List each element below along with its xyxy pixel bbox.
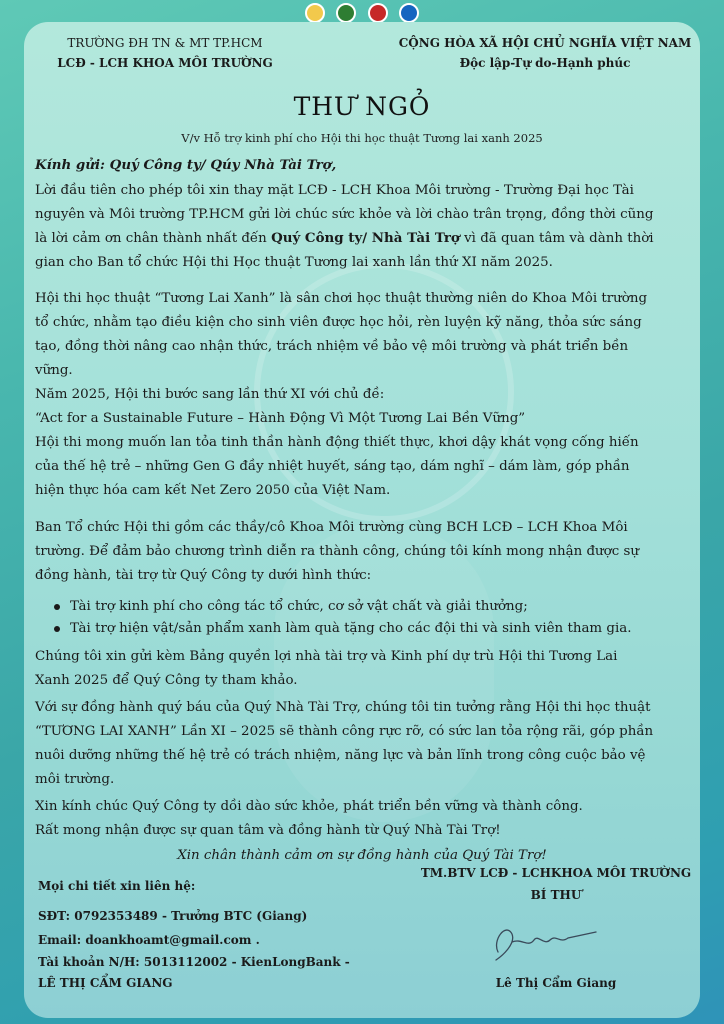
closing-request: Rất mong nhận được sự quan tâm và đồng hành từ Quý Nhà Tài Trợ!: [35, 823, 501, 838]
signer-name: Lê Thị Cẩm Giang: [495, 976, 617, 990]
p2-line: Hội thi học thuật “Tương Lai Xanh” là sân chơi học thuật thường niên do Khoa Môi trường: [35, 291, 648, 306]
theme-quote: “Act for a Sustainable Future – Hành Động Vì Một Tương Lai Bền Vững”: [35, 411, 526, 426]
contact-email: Email: doankhoamt@gmail.com .: [38, 933, 260, 947]
unit-name: LCĐ - LCH KHOA MÔI TRƯỜNG: [57, 56, 273, 70]
p7-line: môi trường.: [35, 772, 115, 787]
list-item: Tài trợ kinh phí cho công tác tổ chức, cơ sở vật chất và giải thưởng;: [52, 596, 692, 618]
contact-phone: SĐT: 0792353489 - Trưởng BTC (Giang): [38, 909, 308, 923]
letter-subject: V/v Hỗ trợ kinh phí cho Hội thi học thuật Tương lai xanh 2025: [181, 131, 543, 145]
p1-line: gian cho Ban tổ chức Hội thi Học thuật Tương lai xanh lần thứ XI năm 2025.: [35, 255, 553, 270]
p4-line: của thế hệ trẻ – những Gen G đầy nhiệt huyết, sáng tạo, dám nghĩ – dám làm, góp phần: [35, 459, 630, 474]
bank-account: Tài khoản N/H: 5013112002 - KienLongBank -: [38, 955, 350, 969]
theme-intro: Năm 2025, Hội thi bước sang lần thứ XI với chủ đề:: [35, 387, 385, 402]
p7-line: nuôi dưỡng những thế hệ trẻ có trách nhiệm, năng lực và bản lĩnh trong công cuộc bảo vệ: [35, 748, 646, 763]
signer-role: BÍ THƯ: [530, 888, 582, 902]
header-right: [385, 33, 705, 73]
handwritten-signature: [488, 912, 608, 968]
p1-text: là lời cảm ơn chân thành nhất đến: [35, 231, 272, 246]
p7-line: Với sự đồng hành quý báu của Quý Nhà Tài Trợ, chúng tôi tin tưởng rằng Hội thi học thuật: [35, 700, 651, 715]
p5-line: trường. Để đảm bảo chương trình diễn ra thành công, chúng tôi kính mong nhận được sự: [35, 544, 639, 559]
p7-line: “TƯƠNG LAI XANH” Lần XI – 2025 sẽ thành công rực rỡ, có sức lan tỏa rộng rãi, góp phần: [35, 724, 654, 739]
p1-line: Lời đầu tiên cho phép tôi xin thay mặt LCĐ - LCH Khoa Môi trường - Trường Đại học Tài: [35, 183, 634, 198]
header-left: [50, 33, 280, 73]
student-association-logo-icon: [399, 3, 419, 23]
account-holder: LÊ THỊ CẨM GIANG: [38, 976, 173, 990]
faculty-logo-icon: [336, 3, 356, 23]
p4-line: hiện thực hóa cam kết Net Zero 2050 của Việt Nam.: [35, 483, 391, 498]
contact-heading: Mọi chi tiết xin liên hệ:: [38, 879, 196, 893]
p1-text: vì đã quan tâm và dành thời: [459, 231, 654, 246]
thanks-line: Xin chân thành cảm ơn sự đồng hành của Quý Tài Trợ!: [177, 848, 547, 863]
sponsorship-forms-list: [52, 596, 692, 640]
signer-organization: TM.BTV LCĐ - LCHKHOA MÔI TRƯỜNG: [420, 866, 692, 880]
school-name: TRƯỜNG ĐH TN & MT TP.HCM: [67, 36, 263, 50]
list-item: Tài trợ hiện vật/sản phẩm xanh làm quà tặng cho các đội thi và sinh viên tham gia.: [52, 618, 692, 640]
p4-line: Hội thi mong muốn lan tỏa tinh thần hành động thiết thực, khơi dậy khát vọng cống hiến: [35, 435, 639, 450]
youth-union-logo-icon: [368, 3, 388, 23]
greeting: Kính gửi: Quý Công ty/ Qúy Nhà Tài Trợ,: [35, 157, 337, 173]
national-title: CỘNG HÒA XÃ HỘI CHỦ NGHĨA VIỆT NAM: [398, 36, 692, 50]
p2-line: vững.: [35, 363, 73, 378]
p2-line: tạo, đồng thời nâng cao nhận thức, trách nhiệm về bảo vệ môi trường và phát triển bền: [35, 339, 629, 354]
p6-line: Xanh 2025 để Quý Công ty tham khảo.: [35, 673, 298, 688]
p5-line: Ban Tổ chức Hội thi gồm các thầy/cô Khoa Môi trường cùng BCH LCĐ – LCH Khoa Môi: [35, 520, 628, 535]
p1-line: nguyên và Môi trường TP.HCM gửi lời chúc sức khỏe và lời chào trân trọng, đồng thời cũng: [35, 207, 654, 222]
national-motto: Độc lập-Tự do-Hạnh phúc: [459, 56, 631, 70]
letter-title: THƯ NGỎ: [293, 92, 431, 121]
university-logo-icon: [305, 3, 325, 23]
p1-line: [35, 228, 695, 250]
p5-line: đồng hành, tài trợ từ Quý Công ty dưới hình thức:: [35, 568, 372, 583]
p2-line: tổ chức, nhằm tạo điều kiện cho sinh viên được học hỏi, rèn luyện kỹ năng, thỏa sức sáng: [35, 315, 642, 330]
sponsor-emphasis: Quý Công ty/ Nhà Tài Trợ: [271, 230, 460, 246]
p6-line: Chúng tôi xin gửi kèm Bảng quyền lợi nhà tài trợ và Kinh phí dự trù Hội thi Tương Lai: [35, 649, 618, 664]
wishes: Xin kính chúc Quý Công ty dồi dào sức khỏe, phát triển bền vững và thành công.: [35, 799, 583, 814]
